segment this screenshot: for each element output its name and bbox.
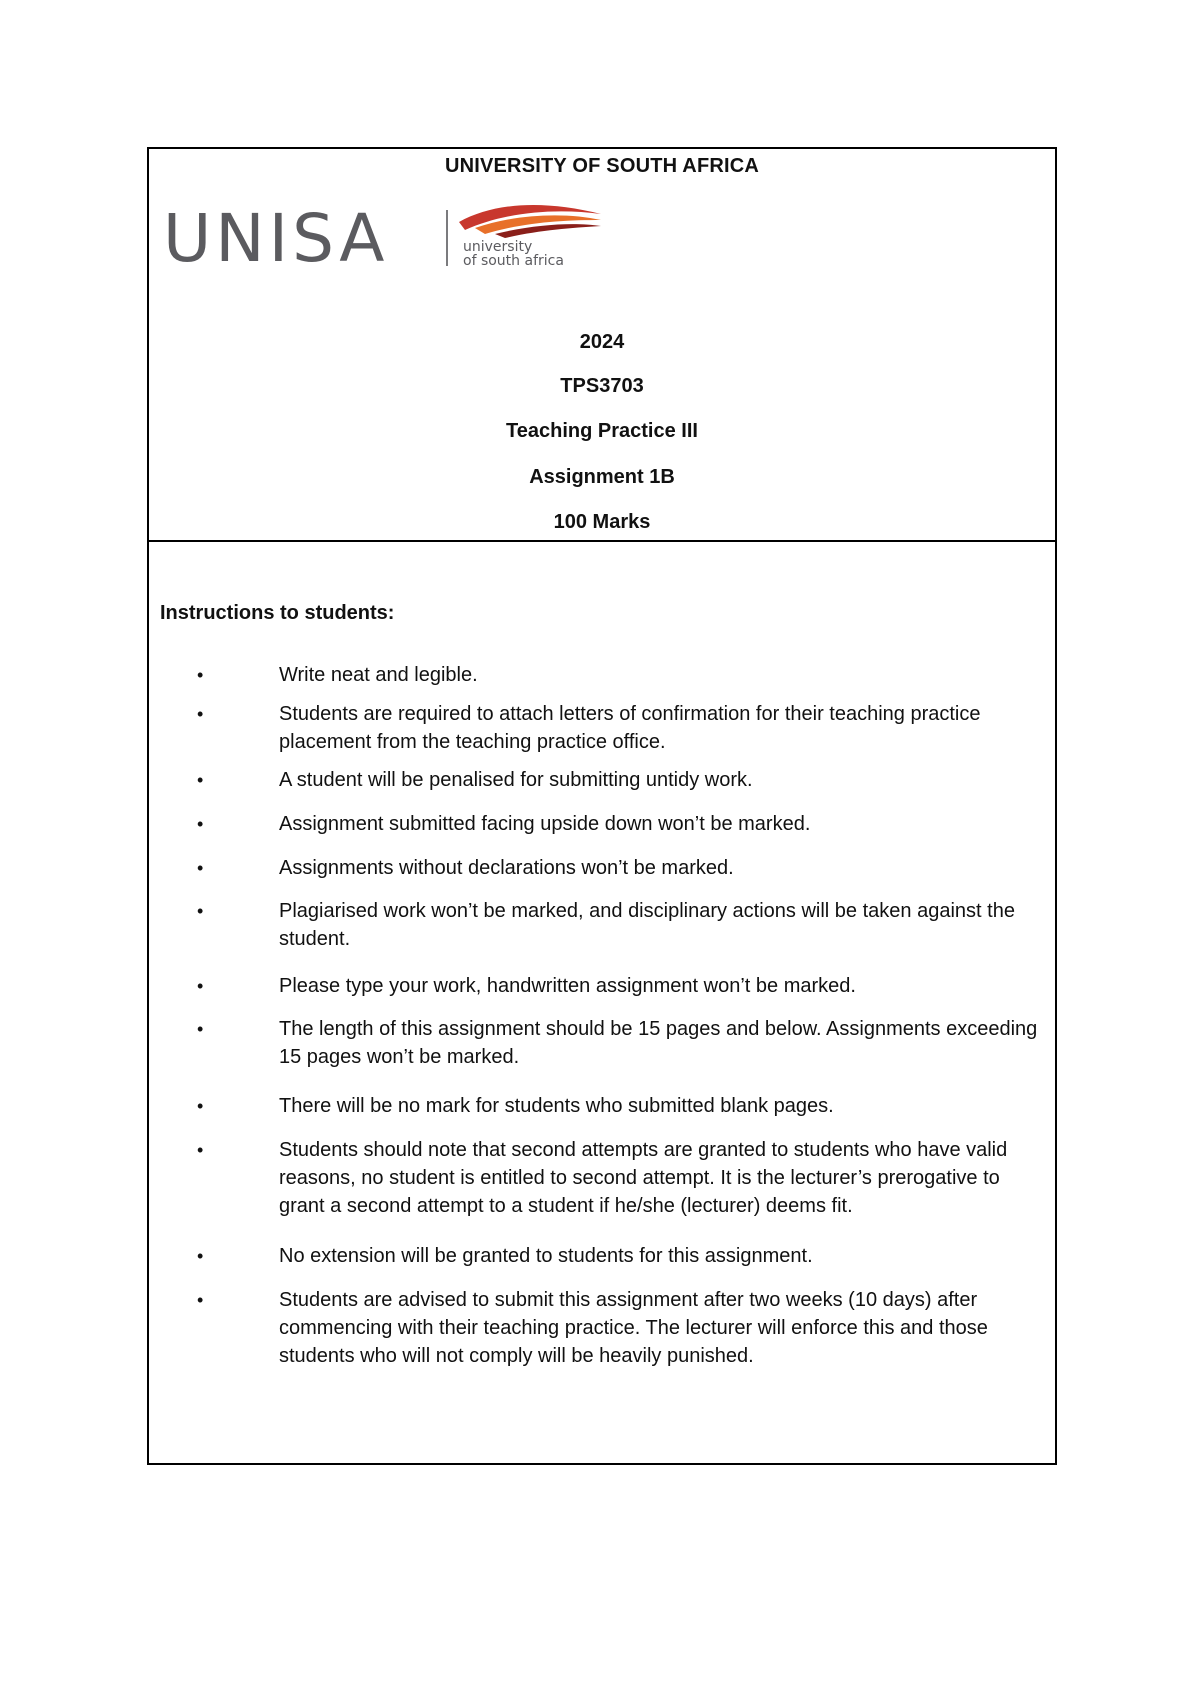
bullet-icon: • [197, 665, 204, 685]
instruction-text: The length of this assignment should be 15 pages and below. Assignments exceeding 15 pages won’t be marked. [279, 1018, 1038, 1068]
cover-header-cell [149, 149, 1055, 542]
logo-wordmark: UNISA [163, 200, 389, 277]
instruction-text: Plagiarised work won’t be marked, and disciplinary actions will be taken against the student. [279, 900, 1015, 950]
assignment-number: Assignment 1B [529, 466, 675, 488]
total-marks: 100 Marks [553, 511, 651, 533]
logo-tagline-line1: university [463, 239, 533, 255]
bullet-icon: • [197, 858, 204, 878]
bullet-icon: • [197, 704, 204, 724]
university-name: UNIVERSITY OF SOUTH AFRICA [444, 155, 760, 177]
logo-tagline-line2: of south africa [463, 253, 564, 269]
instruction-text: Please type your work, handwritten assignment won’t be marked. [279, 975, 856, 997]
logo-swoosh-icon [455, 200, 605, 240]
bullet-icon: • [197, 976, 204, 996]
logo-divider [446, 210, 448, 266]
instruction-text: A student will be penalised for submitting untidy work. [279, 769, 753, 791]
bullet-icon: • [197, 770, 204, 790]
unisa-logo [163, 200, 633, 277]
instruction-text: Assignments without declarations won’t be marked. [279, 857, 734, 879]
instruction-text: No extension will be granted to students for this assignment. [279, 1245, 813, 1267]
bullet-icon: • [197, 901, 204, 921]
instruction-text: Write neat and legible. [279, 664, 478, 686]
bullet-icon: • [197, 814, 204, 834]
assignment-cover-table [147, 147, 1057, 1465]
instructions-heading: Instructions to students: [160, 602, 395, 624]
bullet-icon: • [197, 1096, 204, 1116]
module-name: Teaching Practice III [506, 420, 698, 442]
bullet-icon: • [197, 1019, 204, 1039]
instruction-text: Students should note that second attempts are granted to students who have valid reasons, no student is entitled to second attempt. It is the lecturer’s prerogative to grant a second attempt to a student if he/she (lecturer) deems fit. [279, 1139, 1008, 1217]
instruction-text: Students are required to attach letters of confirmation for their teaching practice placement from the teaching practice office. [279, 703, 981, 753]
instruction-text: There will be no mark for students who submitted blank pages. [279, 1095, 834, 1117]
bullet-icon: • [197, 1140, 204, 1160]
instruction-text: Assignment submitted facing upside down won’t be marked. [279, 813, 811, 835]
bullet-icon: • [197, 1246, 204, 1266]
bullet-icon: • [197, 1290, 204, 1310]
instruction-text: Students are advised to submit this assignment after two weeks (10 days) after commencing with their teaching practice. The lecturer will enforce this and those students who will not comply will be heavily punished. [279, 1289, 988, 1367]
assignment-year: 2024 [579, 331, 625, 353]
module-code: TPS3703 [560, 375, 644, 397]
